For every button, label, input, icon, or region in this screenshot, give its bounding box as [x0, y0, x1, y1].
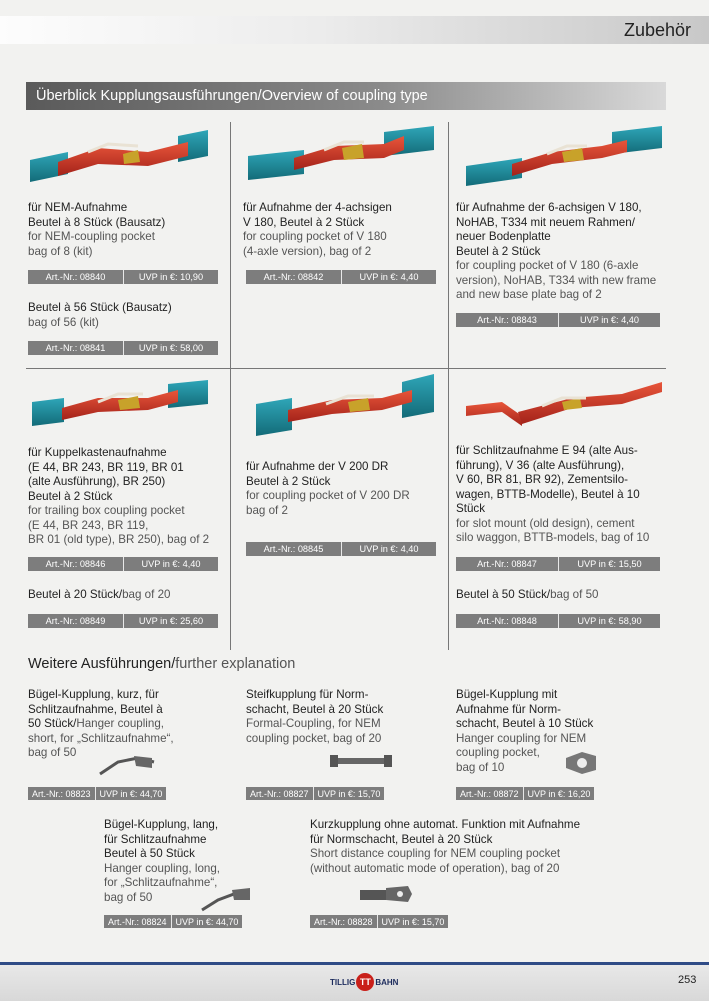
product-line: Beutel à 2 Stück [246, 474, 331, 488]
price-bar [246, 542, 436, 556]
product-line: für Kuppelkastenaufnahme [28, 446, 167, 459]
article-number: Art.-Nr.: 08824 [104, 915, 172, 928]
product-line-en: bag of 10 [456, 760, 505, 774]
price-bar [104, 915, 242, 928]
product-line: Aufnahme für Norm- [456, 702, 562, 716]
product-line-en: for NEM-coupling pocket [28, 230, 155, 243]
product-08828 [310, 818, 640, 876]
section-title-en: Overview of coupling type [261, 88, 428, 104]
product-line-en: for coupling pocket of V 200 DR [246, 489, 410, 502]
coupling-assembly-image [252, 372, 442, 444]
stiff-coupling-image [330, 752, 394, 770]
article-number: Art.-Nr.: 08842 [246, 270, 342, 284]
product-line: Bügel-Kupplung mit [456, 688, 558, 701]
product-line-en: Hanger coupling, long, [104, 861, 221, 875]
footer-line [0, 962, 709, 965]
product-line: Schlitzaufnahme, Beutel à [28, 702, 163, 716]
coupling-assembly-image [28, 122, 218, 192]
product-line-en: BR 01 (old type), BR 250), bag of 2 [28, 533, 210, 546]
product-line-en: bag of 50 [550, 588, 599, 601]
product-line: Beutel à 2 Stück [456, 244, 541, 258]
product-08846 [28, 446, 228, 548]
section-title [36, 88, 428, 104]
product-line-en: short, for „Schlitzaufnahme“, [28, 731, 174, 745]
product-line: schacht, Beutel à 20 Stück [246, 702, 384, 716]
product-08847 [456, 444, 668, 546]
article-number: Art.-Nr.: 08849 [28, 614, 124, 628]
product-line-en: Hanger coupling for NEM [456, 731, 587, 745]
product-line-en: version), NoHAB, T334 with new frame [456, 273, 657, 287]
product-line: Beutel à 56 Stück (Bausatz) [28, 301, 172, 314]
price-bar [246, 270, 436, 284]
price: UVP in €: 4,40 [359, 544, 419, 554]
product-line: V 180, Beutel à 2 Stück [243, 215, 365, 229]
product-line: V 60, BR 81, BR 92), Zementsilo- [456, 473, 629, 486]
price: UVP in €: 44,70 [99, 788, 163, 799]
price: UVP in €: 15,70 [317, 788, 381, 799]
product-line: Beutel à 50 Stück/ [456, 588, 551, 601]
header-bar [0, 16, 709, 44]
product-line: Kurzkupplung ohne automat. Funktion mit Aufnahme [310, 818, 581, 831]
product-line-en: Hanger coupling, [76, 717, 164, 730]
product-line-en: for trailing box coupling pocket [28, 504, 185, 517]
price: UVP in €: 15,50 [577, 559, 642, 569]
product-line: für Schlitzaufnahme E 94 (alte Aus- [456, 444, 638, 457]
product-line-en: and new base plate bag of 2 [456, 288, 602, 301]
product-line-en: bag of 50 [28, 746, 77, 759]
tillig-logo [330, 972, 398, 992]
page-title: Zubehör [623, 20, 691, 40]
row-divider [26, 368, 666, 369]
coupling-assembly-image [462, 122, 662, 192]
price: UVP in €: 25,60 [138, 616, 204, 626]
product-line: 50 Stück/ [28, 717, 77, 730]
page-number: 253 [678, 974, 697, 986]
product-line: für Aufnahme der 4-achsigen [243, 201, 392, 214]
product-line: für Schlitzaufnahme [104, 832, 207, 846]
coupling-assembly-image [28, 376, 218, 436]
product-line: für NEM-Aufnahme [28, 201, 128, 214]
short-coupling-image [358, 884, 414, 906]
further-title [28, 656, 295, 672]
product-line: Bügel-Kupplung, lang, [104, 818, 219, 831]
price-bar [28, 341, 218, 355]
article-number: Art.-Nr.: 08848 [456, 614, 559, 628]
article-number: Art.-Nr.: 08847 [456, 557, 559, 571]
product-line: Beutel à 50 Stück [104, 847, 195, 860]
product-line-en: for coupling pocket of V 180 (6-axle [456, 259, 639, 272]
product-line-en: coupling pocket, [456, 746, 540, 759]
product-line: für Normschacht, Beutel à 20 Stück [310, 832, 493, 846]
product-line-en: silo waggon, BTTB-models, bag of 10 [456, 531, 650, 544]
article-number: Art.-Nr.: 08840 [28, 270, 124, 284]
article-number: Art.-Nr.: 08872 [456, 787, 524, 800]
product-line-en: (4-axle version), bag of 2 [243, 244, 372, 258]
product-line: für Aufnahme der V 200 DR [246, 460, 389, 473]
coupling-assembly-image [244, 122, 439, 192]
hanger-coupling-image [562, 748, 602, 778]
product-line: führung), V 36 (alte Ausführung), [456, 458, 625, 472]
hanger-coupling-image [98, 752, 158, 776]
coupling-assembly-image [462, 376, 662, 436]
product-line-en: for „Schlitzaufnahme“, [104, 876, 218, 889]
article-number: Art.-Nr.: 08828 [310, 915, 378, 928]
product-line: wagen, BTTB-Modelle), Beutel à 10 [456, 487, 640, 501]
article-number: Art.-Nr.: 08843 [456, 313, 559, 327]
product-line-en: (E 44, BR 243, BR 119, [28, 518, 149, 532]
product-line-en: bag of 2 [246, 503, 288, 517]
product-line: für Aufnahme der 6-achsigen V 180, [456, 201, 642, 214]
product-line-en: bag of 56 (kit) [28, 315, 99, 329]
logo-text: TILLIG [330, 977, 356, 987]
further-title-de: Weitere Ausführungen/ [28, 656, 176, 672]
column-divider [230, 122, 231, 650]
product-line: Beutel à 2 Stück [28, 489, 113, 503]
product-08841 [28, 301, 228, 330]
product-line: schacht, Beutel à 10 Stück [456, 717, 594, 730]
section-title-de: Überblick Kupplungsausführungen/ [36, 88, 262, 104]
price-bar [28, 614, 218, 628]
product-line: Stück [456, 502, 485, 515]
product-line: (E 44, BR 243, BR 119, BR 01 [28, 460, 184, 474]
logo-text: BAHN [375, 977, 399, 987]
product-line: Bügel-Kupplung, kurz, für [28, 688, 159, 701]
article-number: Art.-Nr.: 08846 [28, 557, 124, 571]
product-line: NoHAB, T334 mit neuem Rahmen/ [456, 215, 635, 229]
price: UVP in €: 58,00 [138, 343, 204, 353]
price: UVP in €: 58,90 [577, 616, 642, 626]
product-line-en: bag of 8 (kit) [28, 244, 93, 258]
product-line: (alte Ausführung), BR 250) [28, 475, 166, 488]
product-line-en: (without automatic mode of operation), bag of 20 [310, 861, 560, 875]
price-bar [456, 313, 660, 327]
product-line-en: for slot mount (old design), cement [456, 516, 635, 530]
price: UVP in €: 16,20 [527, 788, 591, 799]
logo-emblem: TT [356, 973, 374, 991]
product-line: neuer Bodenplatte [456, 230, 551, 243]
product-line-en: bag of 20 [122, 588, 171, 601]
product-line: Steifkupplung für Norm- [246, 688, 369, 701]
price-bar [28, 787, 166, 800]
product-08824 [104, 818, 284, 905]
product-08823 [28, 688, 228, 761]
price-bar [456, 614, 660, 628]
article-number: Art.-Nr.: 08827 [246, 787, 314, 800]
product-line: Beutel à 8 Stück (Bausatz) [28, 215, 166, 229]
product-line: Beutel à 20 Stück/ [28, 588, 123, 601]
price-bar [310, 915, 448, 928]
price-bar [456, 557, 660, 571]
column-divider [448, 122, 449, 650]
article-number: Art.-Nr.: 08845 [246, 542, 342, 556]
product-08827 [246, 688, 446, 746]
product-08849 [28, 588, 228, 603]
price: UVP in €: 4,40 [141, 559, 201, 569]
price: UVP in €: 4,40 [579, 315, 640, 325]
price-bar [28, 557, 218, 571]
product-08848 [456, 588, 668, 603]
product-line-en: Short distance coupling for NEM coupling pocket [310, 847, 561, 860]
product-08842 [243, 201, 443, 259]
hanger-coupling-image [200, 886, 252, 914]
product-line-en: coupling pocket, bag of 20 [246, 731, 382, 745]
product-line-en: Formal-Coupling, for NEM [246, 717, 381, 730]
article-number: Art.-Nr.: 08841 [28, 341, 124, 355]
product-08845 [246, 460, 446, 518]
price: UVP in €: 4,40 [359, 272, 419, 282]
product-line-en: bag of 50 [104, 890, 153, 904]
product-line-en: for coupling pocket of V 180 [243, 230, 387, 243]
price: UVP in €: 15,70 [381, 916, 445, 927]
price: UVP in €: 10,90 [138, 272, 204, 282]
article-number: Art.-Nr.: 08823 [28, 787, 96, 800]
price-bar [246, 787, 384, 800]
price-bar [456, 787, 594, 800]
product-08843 [456, 201, 668, 303]
product-08840 [28, 201, 228, 259]
price: UVP in €: 44,70 [175, 916, 239, 927]
further-title-en: further explanation [175, 656, 296, 672]
price-bar [28, 270, 218, 284]
